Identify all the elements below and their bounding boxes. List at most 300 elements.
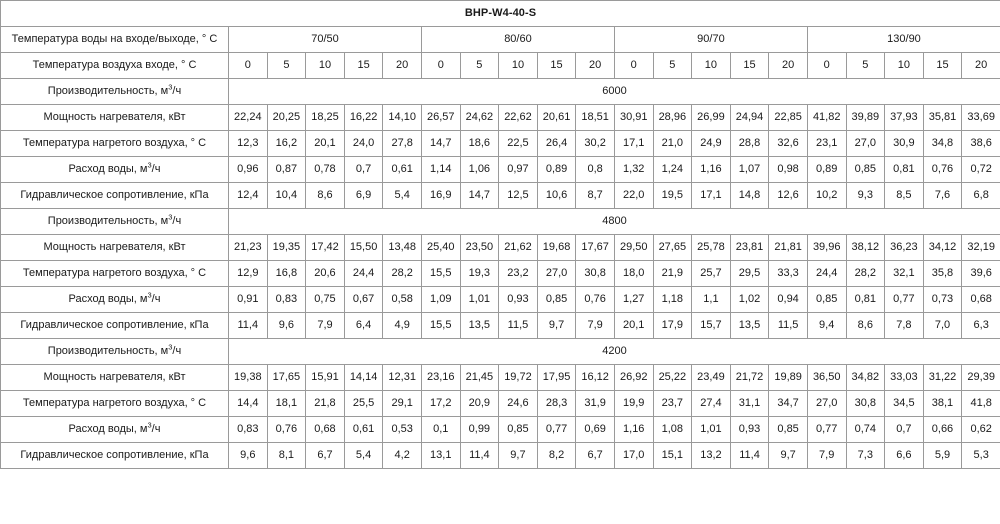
water-flow-b2-c7: 1,01 — [460, 287, 499, 313]
water-flow-b2-c20: 0,68 — [962, 287, 1000, 313]
hydraulic-resistance-b1-c12: 19,5 — [653, 183, 692, 209]
air-temp-g1-c3: 10 — [306, 53, 345, 79]
heater-power-b1-c15: 22,85 — [769, 105, 808, 131]
label-air-out-temp: Температура нагретого воздуха, ° С — [1, 391, 229, 417]
label-heater-power: Мощность нагревателя, кВт — [1, 105, 229, 131]
hydraulic-resistance-b3-c11: 17,0 — [614, 443, 653, 469]
air-temp-g3-c2: 5 — [653, 53, 692, 79]
water-flow-b1-c9: 0,89 — [537, 157, 576, 183]
heater-power-b3-c8: 19,72 — [499, 365, 538, 391]
water-temp-group-3: 90/70 — [614, 27, 807, 53]
superscript: 3 — [147, 420, 152, 430]
hydraulic-resistance-b1-c2: 10,4 — [267, 183, 306, 209]
hydraulic-resistance-b2-c15: 11,5 — [769, 313, 808, 339]
water-flow-b1-c13: 1,16 — [692, 157, 731, 183]
heater-power-b1-c5: 14,10 — [383, 105, 422, 131]
water-flow-b1-c5: 0,61 — [383, 157, 422, 183]
water-flow-b2-c19: 0,73 — [923, 287, 962, 313]
heater-power-b2-c7: 23,50 — [460, 235, 499, 261]
heater-power-b2-c19: 34,12 — [923, 235, 962, 261]
hydraulic-resistance-row — [1, 313, 1000, 339]
water-flow-b3-c20: 0,62 — [962, 417, 1000, 443]
water-temp-group-1: 70/50 — [229, 27, 422, 53]
air-temp-g4-c1: 0 — [807, 53, 846, 79]
heater-power-b3-c1: 19,38 — [229, 365, 268, 391]
water-flow-b1-c4: 0,7 — [344, 157, 383, 183]
hydraulic-resistance-row — [1, 183, 1000, 209]
heater-power-b3-c3: 15,91 — [306, 365, 345, 391]
air-temp-g1-c4: 15 — [344, 53, 383, 79]
air-out-temp-b2-c2: 16,8 — [267, 261, 306, 287]
water-flow-b1-c12: 1,24 — [653, 157, 692, 183]
air-temp-g2-c2: 5 — [460, 53, 499, 79]
air-out-temp-b1-c13: 24,9 — [692, 131, 731, 157]
air-out-temp-b1-c3: 20,1 — [306, 131, 345, 157]
hydraulic-resistance-b2-c5: 4,9 — [383, 313, 422, 339]
air-out-temp-b2-c3: 20,6 — [306, 261, 345, 287]
air-out-temp-b3-c5: 29,1 — [383, 391, 422, 417]
air-temp-g1-c2: 5 — [267, 53, 306, 79]
label-hydraulic-resistance: Гидравлическое сопротивление, кПа — [1, 183, 229, 209]
air-out-temp-b3-c9: 28,3 — [537, 391, 576, 417]
air-temp-g4-c5: 20 — [962, 53, 1000, 79]
hydraulic-resistance-b2-c3: 7,9 — [306, 313, 345, 339]
water-flow-b3-c19: 0,66 — [923, 417, 962, 443]
air-out-temp-b1-c15: 32,6 — [769, 131, 808, 157]
heater-power-b3-c20: 29,39 — [962, 365, 1000, 391]
hydraulic-resistance-b2-c18: 7,8 — [885, 313, 924, 339]
air-temp-g3-c3: 10 — [692, 53, 731, 79]
heater-power-b1-c8: 22,62 — [499, 105, 538, 131]
hydraulic-resistance-b1-c19: 7,6 — [923, 183, 962, 209]
air-out-temp-row — [1, 261, 1000, 287]
water-flow-row — [1, 287, 1000, 313]
water-flow-b3-c1: 0,83 — [229, 417, 268, 443]
air-temp-g3-c5: 20 — [769, 53, 808, 79]
heater-power-b1-c20: 33,69 — [962, 105, 1000, 131]
hydraulic-resistance-b3-c20: 5,3 — [962, 443, 1000, 469]
water-flow-b1-c2: 0,87 — [267, 157, 306, 183]
heater-power-b2-c1: 21,23 — [229, 235, 268, 261]
heater-power-b2-c2: 19,35 — [267, 235, 306, 261]
water-flow-b2-c1: 0,91 — [229, 287, 268, 313]
hydraulic-resistance-b1-c14: 14,8 — [730, 183, 769, 209]
air-out-temp-b1-c9: 26,4 — [537, 131, 576, 157]
heater-power-b1-c18: 37,93 — [885, 105, 924, 131]
heater-power-b3-c9: 17,95 — [537, 365, 576, 391]
label-hydraulic-resistance: Гидравлическое сопротивление, кПа — [1, 443, 229, 469]
heater-power-b1-c2: 20,25 — [267, 105, 306, 131]
heater-power-b3-c2: 17,65 — [267, 365, 306, 391]
air-out-temp-b3-c7: 20,9 — [460, 391, 499, 417]
air-out-temp-b3-c3: 21,8 — [306, 391, 345, 417]
air-out-temp-b2-c13: 25,7 — [692, 261, 731, 287]
capacity-row — [1, 209, 1000, 235]
hydraulic-resistance-b3-c18: 6,6 — [885, 443, 924, 469]
title-row — [1, 1, 1000, 27]
water-flow-b2-c4: 0,67 — [344, 287, 383, 313]
hydraulic-resistance-b3-c1: 9,6 — [229, 443, 268, 469]
capacity-value-block-3: 4200 — [229, 339, 1000, 365]
heater-power-b2-c11: 29,50 — [614, 235, 653, 261]
hydraulic-resistance-b2-c20: 6,3 — [962, 313, 1000, 339]
hydraulic-resistance-b2-c16: 9,4 — [807, 313, 846, 339]
water-flow-b2-c12: 1,18 — [653, 287, 692, 313]
water-flow-b3-c8: 0,85 — [499, 417, 538, 443]
air-out-temp-b2-c12: 21,9 — [653, 261, 692, 287]
heater-power-b1-c4: 16,22 — [344, 105, 383, 131]
heater-power-b3-c14: 21,72 — [730, 365, 769, 391]
row-label-text: Производительность, $м^3/ч$ — [47, 342, 182, 357]
water-flow-b2-c6: 1,09 — [421, 287, 460, 313]
water-flow-b2-c5: 0,58 — [383, 287, 422, 313]
air-out-temp-b3-c18: 34,5 — [885, 391, 924, 417]
heater-power-b2-c18: 36,23 — [885, 235, 924, 261]
hydraulic-resistance-b3-c3: 6,7 — [306, 443, 345, 469]
hydraulic-resistance-b1-c3: 8,6 — [306, 183, 345, 209]
air-out-temp-b1-c14: 28,8 — [730, 131, 769, 157]
heater-power-row — [1, 365, 1000, 391]
water-flow-b1-c10: 0,8 — [576, 157, 615, 183]
air-out-temp-b2-c20: 39,6 — [962, 261, 1000, 287]
water-flow-b3-c6: 0,1 — [421, 417, 460, 443]
superscript: 3 — [168, 82, 173, 92]
row-label-text: Производительность, $м^3/ч$ — [47, 82, 182, 97]
label-heater-power: Мощность нагревателя, кВт — [1, 235, 229, 261]
heater-power-b1-c10: 18,51 — [576, 105, 615, 131]
heater-power-b3-c13: 23,49 — [692, 365, 731, 391]
label-air-temp: Температура воздуха входе, ° С — [1, 53, 229, 79]
hydraulic-resistance-b1-c18: 8,5 — [885, 183, 924, 209]
water-flow-row — [1, 417, 1000, 443]
hydraulic-resistance-row — [1, 443, 1000, 469]
superscript: 3 — [168, 342, 173, 352]
water-temp-row — [1, 27, 1000, 53]
air-out-temp-b3-c19: 38,1 — [923, 391, 962, 417]
superscript: 3 — [168, 212, 173, 222]
heater-power-b2-c10: 17,67 — [576, 235, 615, 261]
water-flow-b3-c9: 0,77 — [537, 417, 576, 443]
heater-power-b3-c7: 21,45 — [460, 365, 499, 391]
heater-power-b1-c13: 26,99 — [692, 105, 731, 131]
water-flow-b2-c3: 0,75 — [306, 287, 345, 313]
hydraulic-resistance-b2-c9: 9,7 — [537, 313, 576, 339]
air-out-temp-b2-c6: 15,5 — [421, 261, 460, 287]
hydraulic-resistance-b1-c13: 17,1 — [692, 183, 731, 209]
air-temp-g1-c1: 0 — [229, 53, 268, 79]
heater-power-b1-c3: 18,25 — [306, 105, 345, 131]
hydraulic-resistance-b2-c14: 13,5 — [730, 313, 769, 339]
heater-power-b3-c5: 12,31 — [383, 365, 422, 391]
air-temp-g2-c5: 20 — [576, 53, 615, 79]
label-water-flow — [1, 417, 229, 443]
water-flow-b2-c17: 0,81 — [846, 287, 885, 313]
water-flow-b3-c5: 0,53 — [383, 417, 422, 443]
heater-power-b2-c9: 19,68 — [537, 235, 576, 261]
air-out-temp-row — [1, 131, 1000, 157]
water-flow-b3-c3: 0,68 — [306, 417, 345, 443]
air-out-temp-b3-c12: 23,7 — [653, 391, 692, 417]
water-flow-b3-c12: 1,08 — [653, 417, 692, 443]
hydraulic-resistance-b1-c11: 22,0 — [614, 183, 653, 209]
water-flow-b3-c18: 0,7 — [885, 417, 924, 443]
water-flow-b3-c2: 0,76 — [267, 417, 306, 443]
water-flow-b1-c17: 0,85 — [846, 157, 885, 183]
air-out-temp-b1-c16: 23,1 — [807, 131, 846, 157]
heater-power-b3-c16: 36,50 — [807, 365, 846, 391]
superscript: 3 — [147, 290, 152, 300]
water-flow-b2-c2: 0,83 — [267, 287, 306, 313]
heater-power-b1-c1: 22,24 — [229, 105, 268, 131]
water-flow-b1-c1: 0,96 — [229, 157, 268, 183]
water-flow-b3-c11: 1,16 — [614, 417, 653, 443]
label-hydraulic-resistance: Гидравлическое сопротивление, кПа — [1, 313, 229, 339]
air-out-temp-b3-c20: 41,8 — [962, 391, 1000, 417]
hydraulic-resistance-b3-c12: 15,1 — [653, 443, 692, 469]
air-out-temp-b3-c4: 25,5 — [344, 391, 383, 417]
capacity-value-block-2: 4800 — [229, 209, 1000, 235]
air-out-temp-b2-c4: 24,4 — [344, 261, 383, 287]
water-flow-b2-c10: 0,76 — [576, 287, 615, 313]
air-out-temp-b3-c11: 19,9 — [614, 391, 653, 417]
water-flow-b3-c15: 0,85 — [769, 417, 808, 443]
heater-power-row — [1, 105, 1000, 131]
air-out-temp-b2-c19: 35,8 — [923, 261, 962, 287]
air-out-temp-b3-c10: 31,9 — [576, 391, 615, 417]
hydraulic-resistance-b3-c2: 8,1 — [267, 443, 306, 469]
air-out-temp-b2-c18: 32,1 — [885, 261, 924, 287]
capacity-row — [1, 79, 1000, 105]
hydraulic-resistance-b1-c8: 12,5 — [499, 183, 538, 209]
air-out-temp-b3-c1: 14,4 — [229, 391, 268, 417]
hydraulic-resistance-b2-c10: 7,9 — [576, 313, 615, 339]
air-out-temp-b2-c5: 28,2 — [383, 261, 422, 287]
air-out-temp-b1-c18: 30,9 — [885, 131, 924, 157]
heater-power-b2-c16: 39,96 — [807, 235, 846, 261]
air-out-temp-b3-c16: 27,0 — [807, 391, 846, 417]
row-label-text: Расход воды, $м^3/ч$ — [68, 160, 161, 175]
hydraulic-resistance-b1-c20: 6,8 — [962, 183, 1000, 209]
hydraulic-resistance-b3-c15: 9,7 — [769, 443, 808, 469]
hydraulic-resistance-b1-c15: 12,6 — [769, 183, 808, 209]
heater-power-b3-c15: 19,89 — [769, 365, 808, 391]
hydraulic-resistance-b1-c7: 14,7 — [460, 183, 499, 209]
heater-power-b2-c14: 23,81 — [730, 235, 769, 261]
water-flow-b1-c11: 1,32 — [614, 157, 653, 183]
hydraulic-resistance-b1-c16: 10,2 — [807, 183, 846, 209]
label-capacity — [1, 339, 229, 365]
water-temp-group-2: 80/60 — [421, 27, 614, 53]
label-water-temp: Температура воды на входе/выходе, ° С — [1, 27, 229, 53]
water-flow-b1-c15: 0,98 — [769, 157, 808, 183]
water-flow-b2-c8: 0,93 — [499, 287, 538, 313]
air-out-temp-b1-c2: 16,2 — [267, 131, 306, 157]
water-flow-b2-c14: 1,02 — [730, 287, 769, 313]
label-capacity — [1, 209, 229, 235]
air-out-temp-b2-c14: 29,5 — [730, 261, 769, 287]
hydraulic-resistance-b3-c8: 9,7 — [499, 443, 538, 469]
air-out-temp-b1-c5: 27,8 — [383, 131, 422, 157]
air-temp-g1-c5: 20 — [383, 53, 422, 79]
water-flow-b1-c20: 0,72 — [962, 157, 1000, 183]
heater-power-b2-c4: 15,50 — [344, 235, 383, 261]
air-out-temp-b1-c10: 30,2 — [576, 131, 615, 157]
label-heater-power: Мощность нагревателя, кВт — [1, 365, 229, 391]
hydraulic-resistance-b3-c10: 6,7 — [576, 443, 615, 469]
heater-power-b3-c11: 26,92 — [614, 365, 653, 391]
hydraulic-resistance-b2-c17: 8,6 — [846, 313, 885, 339]
hydraulic-resistance-b2-c12: 17,9 — [653, 313, 692, 339]
air-out-temp-b3-c15: 34,7 — [769, 391, 808, 417]
heater-power-b3-c19: 31,22 — [923, 365, 962, 391]
air-temp-g2-c4: 15 — [537, 53, 576, 79]
water-flow-b1-c19: 0,76 — [923, 157, 962, 183]
heater-power-b1-c12: 28,96 — [653, 105, 692, 131]
water-flow-b1-c6: 1,14 — [421, 157, 460, 183]
heater-power-b1-c7: 24,62 — [460, 105, 499, 131]
heater-power-b3-c17: 34,82 — [846, 365, 885, 391]
hydraulic-resistance-b1-c5: 5,4 — [383, 183, 422, 209]
air-out-temp-b1-c7: 18,6 — [460, 131, 499, 157]
hydraulic-resistance-b3-c17: 7,3 — [846, 443, 885, 469]
water-flow-b1-c18: 0,81 — [885, 157, 924, 183]
heater-power-b1-c6: 26,57 — [421, 105, 460, 131]
water-flow-b3-c13: 1,01 — [692, 417, 731, 443]
water-flow-row — [1, 157, 1000, 183]
heater-power-b2-c20: 32,19 — [962, 235, 1000, 261]
hydraulic-resistance-b3-c13: 13,2 — [692, 443, 731, 469]
heater-power-b2-c12: 27,65 — [653, 235, 692, 261]
air-temp-g3-c1: 0 — [614, 53, 653, 79]
heater-power-b2-c5: 13,48 — [383, 235, 422, 261]
hydraulic-resistance-b2-c11: 20,1 — [614, 313, 653, 339]
hydraulic-resistance-b1-c10: 8,7 — [576, 183, 615, 209]
water-flow-b3-c4: 0,61 — [344, 417, 383, 443]
heater-power-b3-c6: 23,16 — [421, 365, 460, 391]
hydraulic-resistance-b3-c7: 11,4 — [460, 443, 499, 469]
heater-power-b1-c19: 35,81 — [923, 105, 962, 131]
water-flow-b3-c10: 0,69 — [576, 417, 615, 443]
air-out-temp-b2-c15: 33,3 — [769, 261, 808, 287]
hydraulic-resistance-b3-c16: 7,9 — [807, 443, 846, 469]
air-out-temp-b1-c8: 22,5 — [499, 131, 538, 157]
air-out-temp-b2-c8: 23,2 — [499, 261, 538, 287]
hydraulic-resistance-b2-c19: 7,0 — [923, 313, 962, 339]
air-temp-g4-c3: 10 — [885, 53, 924, 79]
hydraulic-resistance-b2-c6: 15,5 — [421, 313, 460, 339]
heater-power-b1-c11: 30,91 — [614, 105, 653, 131]
water-flow-b2-c15: 0,94 — [769, 287, 808, 313]
air-out-temp-b1-c11: 17,1 — [614, 131, 653, 157]
heater-power-b2-c6: 25,40 — [421, 235, 460, 261]
hydraulic-resistance-b1-c17: 9,3 — [846, 183, 885, 209]
water-flow-b3-c16: 0,77 — [807, 417, 846, 443]
label-air-out-temp: Температура нагретого воздуха, ° С — [1, 131, 229, 157]
water-flow-b3-c14: 0,93 — [730, 417, 769, 443]
hydraulic-resistance-b1-c9: 10,6 — [537, 183, 576, 209]
hydraulic-resistance-b3-c6: 13,1 — [421, 443, 460, 469]
air-temp-g2-c1: 0 — [421, 53, 460, 79]
row-label-text: Расход воды, $м^3/ч$ — [68, 290, 161, 305]
row-label-text: Расход воды, $м^3/ч$ — [68, 420, 161, 435]
air-out-temp-b1-c12: 21,0 — [653, 131, 692, 157]
water-flow-b3-c17: 0,74 — [846, 417, 885, 443]
air-out-temp-b1-c6: 14,7 — [421, 131, 460, 157]
water-temp-group-4: 130/90 — [807, 27, 1000, 53]
hydraulic-resistance-b2-c4: 6,4 — [344, 313, 383, 339]
air-out-temp-b1-c1: 12,3 — [229, 131, 268, 157]
air-out-temp-b2-c17: 28,2 — [846, 261, 885, 287]
air-temp-g4-c2: 5 — [846, 53, 885, 79]
water-flow-b2-c11: 1,27 — [614, 287, 653, 313]
air-temp-g2-c3: 10 — [499, 53, 538, 79]
heater-power-b3-c10: 16,12 — [576, 365, 615, 391]
heater-power-b1-c16: 41,82 — [807, 105, 846, 131]
air-out-temp-b2-c11: 18,0 — [614, 261, 653, 287]
water-flow-b3-c7: 0,99 — [460, 417, 499, 443]
superscript: 3 — [147, 160, 152, 170]
air-out-temp-row — [1, 391, 1000, 417]
label-water-flow — [1, 287, 229, 313]
air-out-temp-b3-c17: 30,8 — [846, 391, 885, 417]
water-flow-b2-c16: 0,85 — [807, 287, 846, 313]
hydraulic-resistance-b1-c6: 16,9 — [421, 183, 460, 209]
air-temp-g4-c4: 15 — [923, 53, 962, 79]
water-flow-b1-c14: 1,07 — [730, 157, 769, 183]
heater-power-b2-c15: 21,81 — [769, 235, 808, 261]
hydraulic-resistance-b2-c2: 9,6 — [267, 313, 306, 339]
air-out-temp-b3-c2: 18,1 — [267, 391, 306, 417]
air-out-temp-b2-c16: 24,4 — [807, 261, 846, 287]
row-label-text: Производительность, $м^3/ч$ — [47, 212, 182, 227]
air-out-temp-b2-c1: 12,9 — [229, 261, 268, 287]
heater-power-b2-c8: 21,62 — [499, 235, 538, 261]
hydraulic-resistance-b2-c13: 15,7 — [692, 313, 731, 339]
air-out-temp-b2-c7: 19,3 — [460, 261, 499, 287]
hydraulic-resistance-b3-c5: 4,2 — [383, 443, 422, 469]
air-out-temp-b1-c19: 34,8 — [923, 131, 962, 157]
hydraulic-resistance-b2-c8: 11,5 — [499, 313, 538, 339]
heater-power-b3-c12: 25,22 — [653, 365, 692, 391]
hydraulic-resistance-b2-c1: 11,4 — [229, 313, 268, 339]
capacity-row — [1, 339, 1000, 365]
heater-power-b2-c17: 38,12 — [846, 235, 885, 261]
heater-power-row — [1, 235, 1000, 261]
hydraulic-resistance-b1-c4: 6,9 — [344, 183, 383, 209]
hydraulic-resistance-b3-c4: 5,4 — [344, 443, 383, 469]
air-out-temp-b3-c6: 17,2 — [421, 391, 460, 417]
hydraulic-resistance-b3-c19: 5,9 — [923, 443, 962, 469]
water-flow-b2-c18: 0,77 — [885, 287, 924, 313]
heater-power-b1-c9: 20,61 — [537, 105, 576, 131]
label-air-out-temp: Температура нагретого воздуха, ° С — [1, 261, 229, 287]
table-body — [1, 1, 1000, 469]
air-out-temp-b2-c9: 27,0 — [537, 261, 576, 287]
heater-power-b2-c3: 17,42 — [306, 235, 345, 261]
water-flow-b1-c7: 1,06 — [460, 157, 499, 183]
hydraulic-resistance-b2-c7: 13,5 — [460, 313, 499, 339]
heater-power-b1-c14: 24,94 — [730, 105, 769, 131]
capacity-value-block-1: 6000 — [229, 79, 1000, 105]
air-out-temp-b3-c13: 27,4 — [692, 391, 731, 417]
air-out-temp-b3-c14: 31,1 — [730, 391, 769, 417]
water-flow-b2-c9: 0,85 — [537, 287, 576, 313]
air-out-temp-b1-c20: 38,6 — [962, 131, 1000, 157]
page-title: BHP-W4-40-S — [1, 1, 1000, 27]
label-capacity — [1, 79, 229, 105]
heater-power-b3-c4: 14,14 — [344, 365, 383, 391]
water-flow-b1-c3: 0,78 — [306, 157, 345, 183]
